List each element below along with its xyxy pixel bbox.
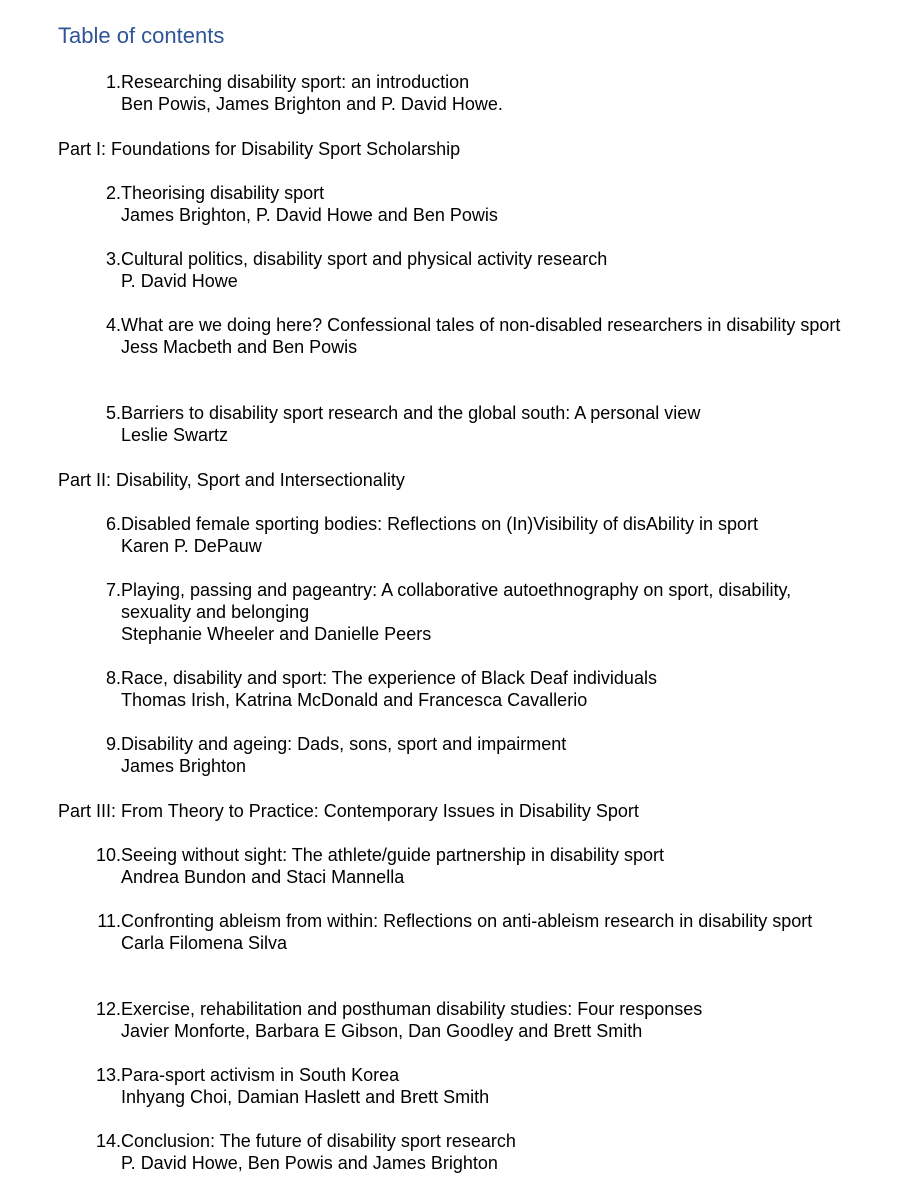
chapter-title: Para-sport activism in South Korea: [121, 1065, 400, 1085]
chapter-number: 12.: [95, 999, 121, 1019]
toc-entry: [88, 1130, 858, 1174]
chapter-title: Disability and ageing: Dads, sons, sport and impairment: [121, 734, 567, 754]
chapter-number: 1.: [105, 72, 121, 92]
toc-entry: [88, 71, 858, 115]
chapter-number: 9.: [105, 734, 121, 754]
chapter-number: 6.: [105, 514, 121, 534]
chapter-number: 3.: [105, 249, 121, 269]
chapter-number: 14.: [95, 1131, 121, 1151]
chapter-authors: James Brighton: [121, 756, 247, 776]
chapter-title: Race, disability and sport: The experience of Black Deaf individuals: [121, 668, 657, 688]
chapter-number: 13.: [95, 1065, 121, 1085]
chapter-title: Disabled female sporting bodies: Reflections on (In)Visibility of disAbility in sport: [121, 514, 758, 534]
chapter-number: 5.: [105, 403, 121, 423]
toc-entry: [88, 910, 858, 954]
toc-entry: [88, 733, 858, 777]
chapter-number: 8.: [105, 668, 121, 688]
toc-entry: [88, 579, 858, 645]
chapter-authors: Karen P. DePauw: [121, 536, 262, 556]
chapter-title: Researching disability sport: an introduction: [121, 72, 470, 92]
chapter-number: 10.: [95, 845, 121, 865]
toc-entry: [88, 402, 858, 446]
chapter-authors: Thomas Irish, Katrina McDonald and Francesca Cavallerio: [121, 690, 588, 710]
toc-entry: [88, 182, 858, 226]
toc-entry: [88, 667, 858, 711]
chapter-title: Conclusion: The future of disability sport research: [121, 1131, 516, 1151]
part-heading: Part II: Disability, Sport and Intersectionality: [58, 470, 405, 490]
chapter-number: 11.: [97, 911, 121, 931]
toc-entry: [88, 314, 858, 358]
chapter-title: Confronting ableism from within: Reflections on anti-ableism research in disability sport: [121, 911, 813, 931]
chapter-authors: Ben Powis, James Brighton and P. David Howe.: [121, 94, 503, 114]
chapter-title: What are we doing here? Confessional tales of non-disabled researchers in disability sport: [121, 315, 841, 335]
toc-entry: [88, 844, 858, 888]
chapter-title: Seeing without sight: The athlete/guide partnership in disability sport: [121, 845, 664, 865]
chapter-authors: Andrea Bundon and Staci Mannella: [121, 867, 405, 887]
toc-entry: [88, 248, 858, 292]
page-title: Table of contents: [58, 23, 225, 48]
chapter-authors: Inhyang Choi, Damian Haslett and Brett Smith: [121, 1087, 490, 1107]
chapter-title: Playing, passing and pageantry: A collaborative autoethnography on sport, disability, sexuality and belonging: [121, 580, 792, 622]
toc-entry: [88, 513, 858, 557]
chapter-number: 4.: [105, 315, 121, 335]
chapter-title: Theorising disability sport: [121, 183, 325, 203]
chapter-number: 7.: [105, 580, 121, 600]
chapter-number: 2.: [105, 183, 121, 203]
chapter-title: Cultural politics, disability sport and physical activity research: [121, 249, 608, 269]
toc-entry: [88, 998, 858, 1042]
chapter-title: Barriers to disability sport research and the global south: A personal view: [121, 403, 701, 423]
chapter-authors: Stephanie Wheeler and Danielle Peers: [121, 624, 432, 644]
chapter-authors: Carla Filomena Silva: [121, 933, 288, 953]
chapter-title: Exercise, rehabilitation and posthuman disability studies: Four responses: [121, 999, 703, 1019]
chapter-authors: Javier Monforte, Barbara E Gibson, Dan Goodley and Brett Smith: [121, 1021, 643, 1041]
chapter-authors: P. David Howe, Ben Powis and James Brighton: [121, 1153, 498, 1173]
chapter-authors: Leslie Swartz: [121, 425, 229, 445]
part-heading: Part I: Foundations for Disability Sport Scholarship: [58, 139, 461, 159]
chapter-authors: Jess Macbeth and Ben Powis: [121, 337, 358, 357]
chapter-authors: James Brighton, P. David Howe and Ben Powis: [121, 205, 498, 225]
chapter-authors: P. David Howe: [121, 271, 238, 291]
part-heading: Part III: From Theory to Practice: Contemporary Issues in Disability Sport: [58, 801, 639, 821]
toc-entry: [88, 1064, 858, 1108]
